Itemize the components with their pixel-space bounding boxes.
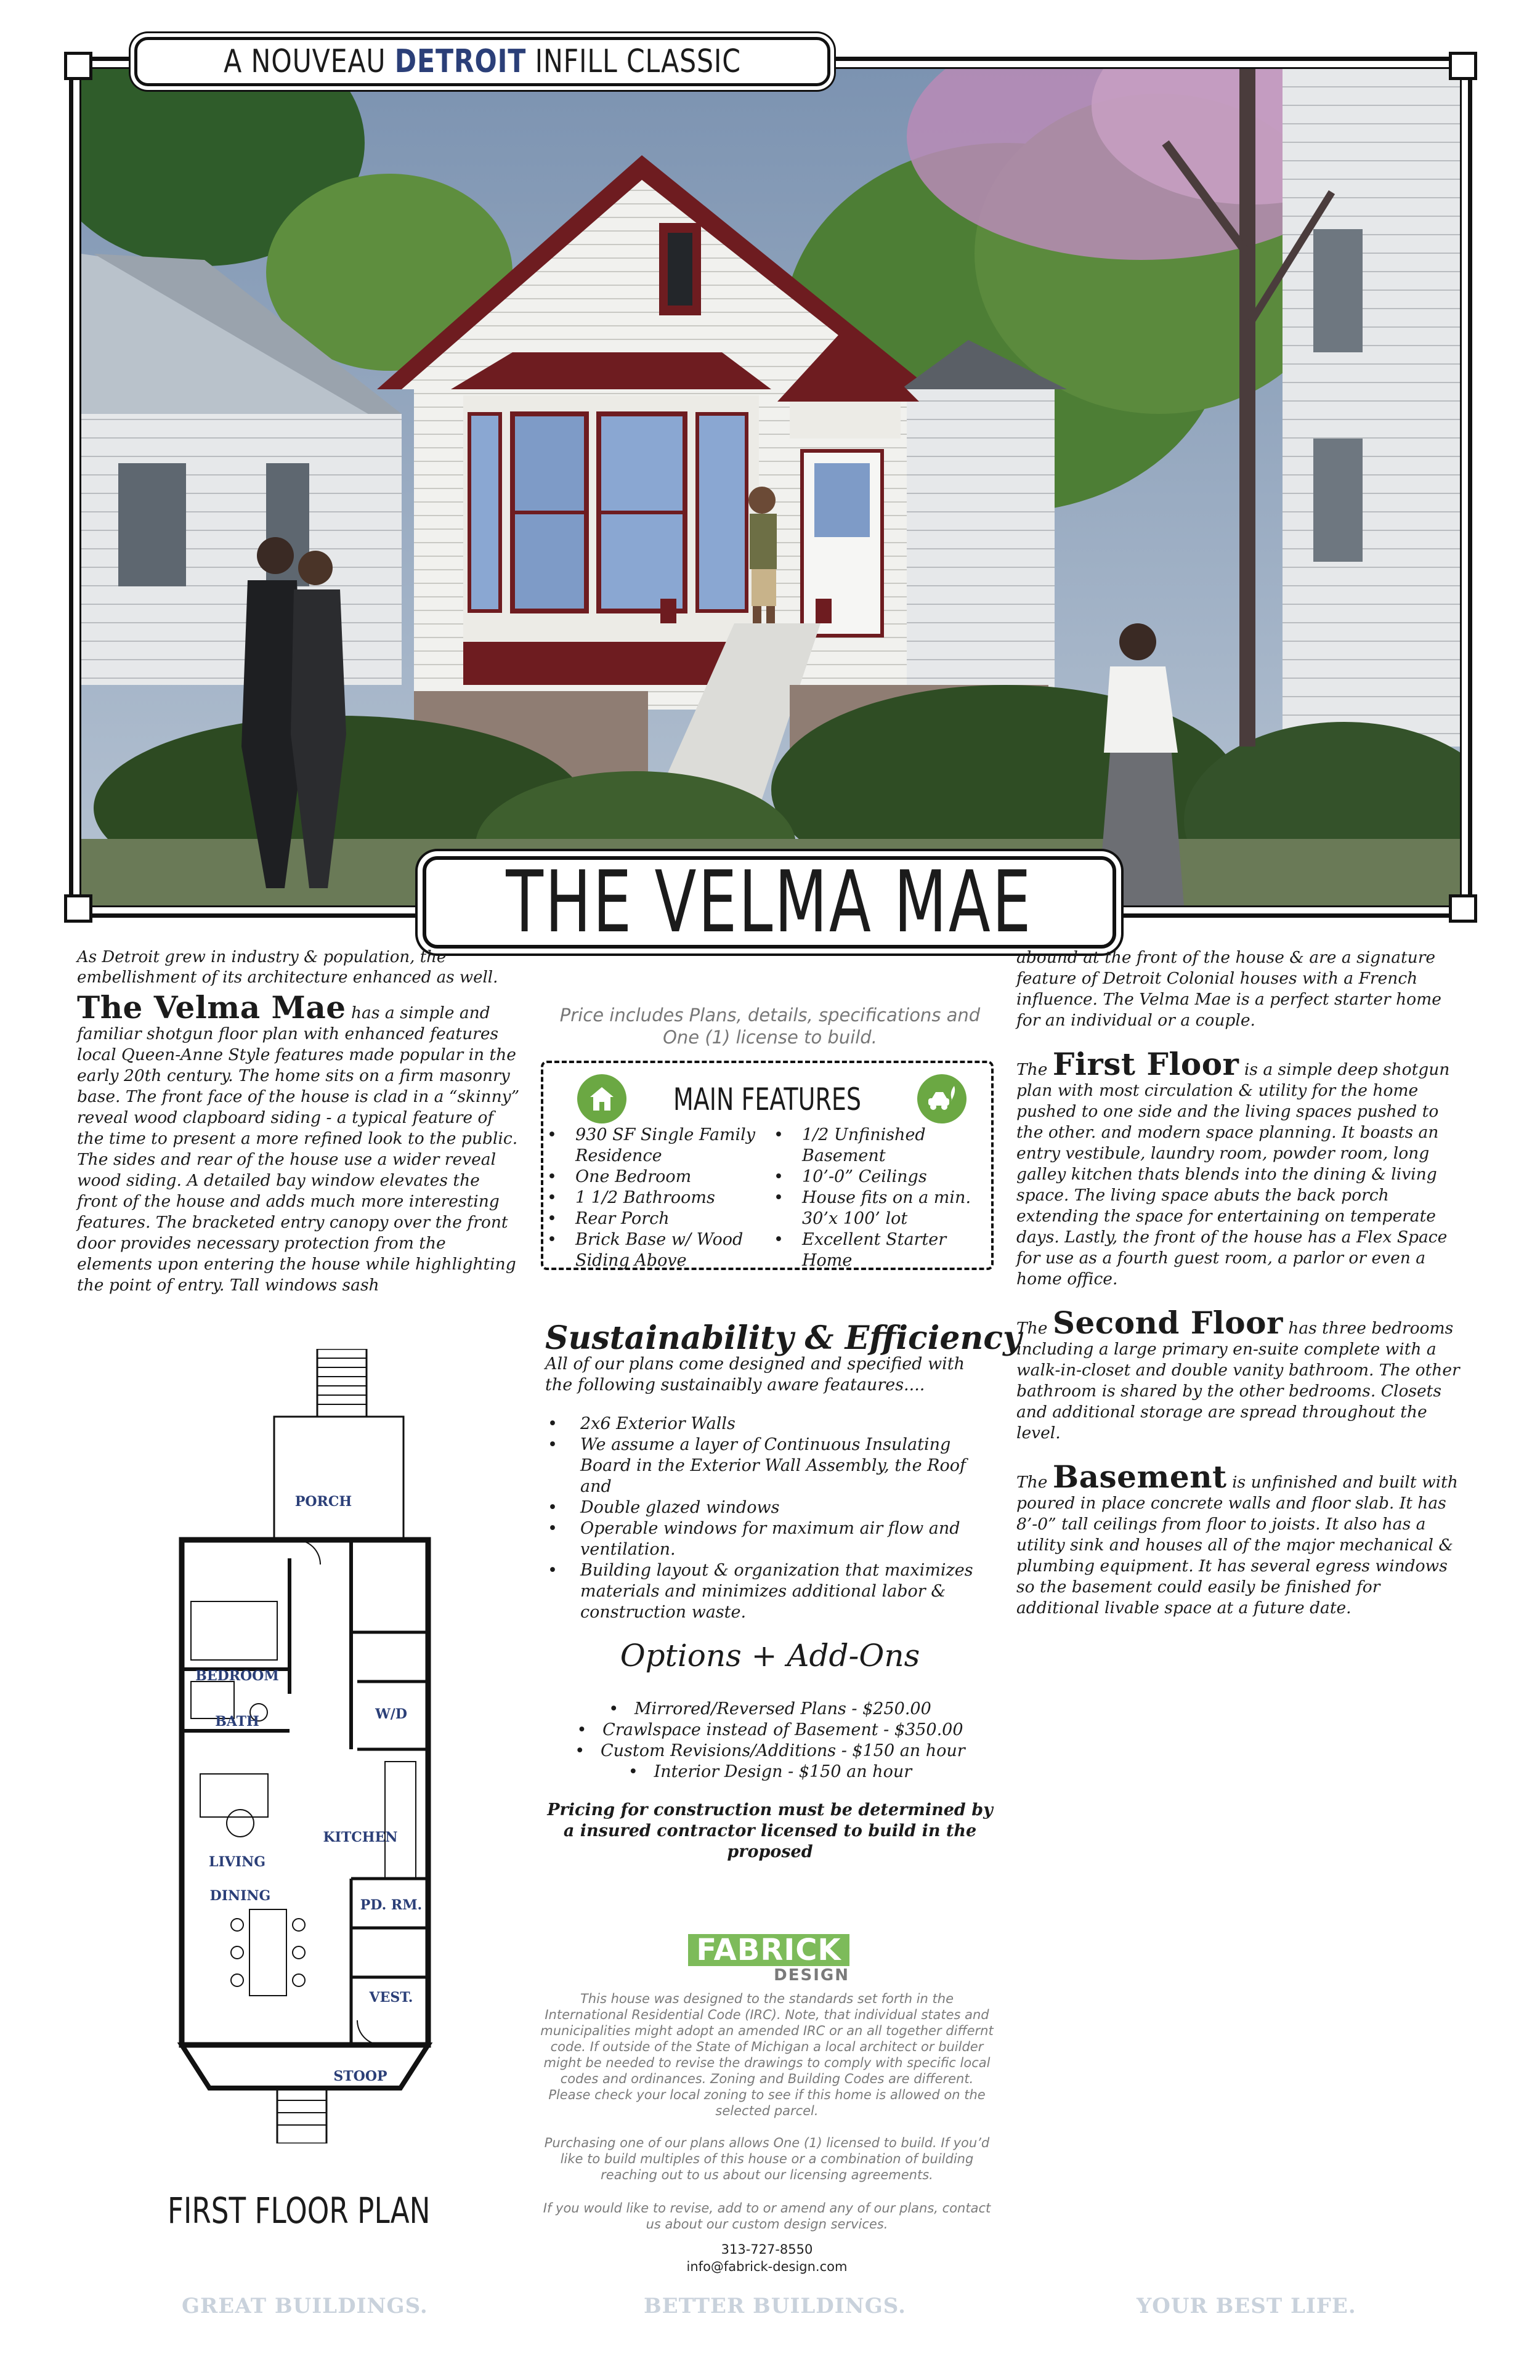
option-item — [545, 1741, 995, 1762]
sustainability-item: • Building layout & organization that maximizes materials and minimizes additional labor & construction waste. — [545, 1560, 995, 1623]
intro-text: As Detroit grew in industry & population, the embellishment of its architecture enhanced as well. — [77, 948, 498, 987]
basement-body: is unfinished and built with poured in place concrete walls and floor slab. It has 8’-0” tall ceilings from floor to joists. It also has a utility sink and houses all of the major mechanical & plumbing equipment. It has several egress windows so the basement could easily be finished for additional livable space at a future date. — [1016, 1473, 1458, 1617]
pricing-note: Pricing for construction must be determined by a insured contractor licensed to build in the proposed — [547, 1800, 993, 1861]
fabrick-design-logo — [688, 1934, 849, 1983]
room-label-bath: BATH — [215, 1714, 259, 1730]
room-label-stoop: STOOP — [333, 2068, 387, 2084]
feature-item: • 1 1/2 Bathrooms — [543, 1188, 777, 1208]
room-label-porch: PORCH — [294, 1494, 352, 1510]
feature-item: • Rear Porch — [543, 1208, 777, 1229]
sustainability-list — [545, 1414, 995, 1623]
the-word: The — [1016, 1060, 1053, 1079]
feature-item: • Excellent Starter Home — [770, 1229, 986, 1271]
license-disclaimer: Purchasing one of our plans allows One (1) licensed to build. If you’d like to build multiples of this house or a combination of building reaching out to us about our licensing agreements. — [544, 2135, 990, 2182]
feature-item: • Brick Base w/ Wood Siding Above — [543, 1229, 777, 1271]
option-text: Crawlspace instead of Basement - $350.00 — [602, 1720, 963, 1739]
basement-paragraph — [1016, 1459, 1466, 1619]
option-item — [545, 1720, 995, 1741]
hero-rendering — [81, 69, 1460, 905]
room-label-kitchen: KITCHEN — [323, 1829, 398, 1845]
frame-corner-ornament — [1449, 52, 1477, 80]
options-list — [545, 1699, 995, 1783]
banner-suffix: INFILL CLASSIC — [526, 43, 741, 80]
top-banner — [134, 37, 830, 86]
main-features-title: MAIN FEATURES — [673, 1082, 861, 1117]
tagline-your-best-life: YOUR BEST LIFE. — [1137, 2294, 1356, 2318]
logo-wordmark: FABRICK — [688, 1934, 849, 1966]
option-item — [545, 1699, 995, 1720]
room-label-vest: VEST. — [369, 1989, 413, 2006]
sustainability-item: • Operable windows for maximum air flow and ventilation. — [545, 1518, 995, 1560]
feature-item: • One Bedroom — [543, 1167, 777, 1188]
house-name-lead: The Velma Mae — [77, 989, 346, 1026]
feature-item: • 10’-0” Ceilings — [770, 1167, 986, 1188]
first-floor-body: is a simple deep shotgun plan with most circulation & utility for the home pushed to one side and the living spaces pushed to the other. and modern space planning. It boasts an entry vestibule, laundry room, powder room, long galley kitchen thats blends into the dining & living space. The living space abuts the back porch extending the space for entertaining on temperate days. Lastly, the front of the house has a Flex Space for use as a fourth guest room, a parlor or even a home office. — [1016, 1060, 1450, 1289]
page-title: THE VELMA MAE — [506, 852, 1033, 952]
features-list-left — [543, 1125, 777, 1271]
eco-car-icon — [917, 1074, 967, 1123]
sustainability-item: • We assume a layer of Continuous Insulating Board in the Exterior Wall Assembly, the Roof and — [545, 1435, 995, 1497]
main-features-box — [541, 1061, 994, 1270]
first-floor-lead: First Floor — [1052, 1046, 1239, 1082]
the-word: The — [1016, 1319, 1053, 1338]
frame-corner-ornament — [1449, 894, 1477, 923]
contact-email[interactable]: info@fabrick-design.com — [686, 2259, 848, 2274]
frame-corner-ornament — [64, 52, 92, 80]
sustainability-item: • Double glazed windows — [545, 1497, 995, 1518]
the-word: The — [1016, 1473, 1053, 1492]
logo-subtitle: DESIGN — [774, 1966, 849, 1985]
house-rendering-image — [81, 69, 1460, 905]
option-text: Mirrored/Reversed Plans - $250.00 — [634, 1699, 931, 1718]
floor-plan-title: FIRST FLOOR PLAN — [168, 2190, 431, 2232]
options-heading: Options + Add-Ons — [620, 1638, 920, 1674]
second-floor-lead: Second Floor — [1052, 1305, 1283, 1341]
description-column — [77, 947, 521, 1296]
frame-corner-ornament — [64, 894, 92, 923]
sustainability-intro: All of our plans come designed and specified with the following sustainaibly aware feataures.... — [545, 1354, 965, 1394]
option-text: Custom Revisions/Additions - $150 an hour — [600, 1741, 965, 1760]
second-floor-body: has three bedrooms including a large primary en-suite complete with a walk-in-closet and double vanity bathroom. The other bathroom is shared by the other bedrooms. Closets and additional storage are spread throughout the level. — [1016, 1319, 1460, 1443]
description-body: has a simple and familiar shotgun floor plan with enhanced features local Queen-Anne Style features made popular in the early 20th century. The home sits on a firm masonry base. The front face of the house is clad in a “skinny” reveal wood clapboard siding - a typical feature of the time to present a more refined look to the public. The sides and rear of the house use a wider reveal wood siding. A detailed bay window elevates the front of the house and adds much more interesting features. The bracketed entry canopy over the front door provides necessary protection from the elements upon entering the house while highlighting the point of entry. Tall windows sash — [77, 1003, 520, 1295]
first-floor-plan — [154, 1349, 468, 2143]
contact-phone[interactable]: 313-727-8550 — [721, 2242, 813, 2257]
sustainability-item: • 2x6 Exterior Walls — [545, 1414, 995, 1435]
banner-text — [224, 43, 741, 80]
banner-prefix: A NOUVEAU — [224, 43, 395, 80]
floors-column — [1016, 947, 1466, 1637]
sustainability-heading: Sustainability & Efficiency — [545, 1319, 1022, 1357]
first-floor-paragraph — [1016, 1046, 1466, 1290]
option-text: Interior Design - $150 an hour — [654, 1762, 912, 1781]
feature-item: • House fits on a min. 30’x 100’ lot — [770, 1188, 986, 1229]
banner-highlight: DETROIT — [394, 43, 527, 80]
room-label-dining: DINING — [209, 1888, 271, 1904]
room-label-pdrm: PD. RM. — [360, 1897, 423, 1913]
description-paragraph — [77, 989, 521, 1296]
floor-plan-drawing — [154, 1349, 468, 2143]
tagline-better-buildings: BETTER BUILDINGS. — [644, 2294, 906, 2318]
price-note: Price includes Plans, details, specifications and One (1) license to build. — [559, 1005, 981, 1048]
feature-item: • 930 SF Single Family Residence — [543, 1125, 777, 1167]
features-list-right — [770, 1125, 986, 1271]
feature-item: • 1/2 Unfinished Basement — [770, 1125, 986, 1167]
room-label-wd: W/D — [375, 1706, 407, 1722]
custom-design-note: If you would like to revise, add to or amend any of our plans, contact us about our custom design services. — [543, 2201, 991, 2232]
room-label-living: LIVING — [208, 1854, 266, 1870]
code-disclaimer: This house was designed to the standards set forth in the International Residential Code (IRC). Note, that individual states and municipalities might adopt an amended IRC or an all together differnt code. If outside of the State of Michigan a local architect or builder might be needed to revise the drawings to comply with specific local codes and ordinances. Zoning and Building Codes are different. Please check your local zoning to see if this home is allowed on the selected parcel. — [540, 1991, 994, 2118]
basement-lead: Basement — [1052, 1459, 1227, 1495]
description-continued: abound at the front of the house & are a signature feature of Detroit Colonial houses with a French influence. The Velma Mae is a perfect starter home for an individual or a couple. — [1016, 948, 1441, 1030]
second-floor-paragraph — [1016, 1305, 1466, 1444]
tagline-great-buildings: GREAT BUILDINGS. — [182, 2294, 428, 2318]
option-item — [545, 1762, 995, 1783]
title-banner — [423, 852, 1116, 952]
room-label-bedroom: BEDROOM — [195, 1668, 279, 1684]
